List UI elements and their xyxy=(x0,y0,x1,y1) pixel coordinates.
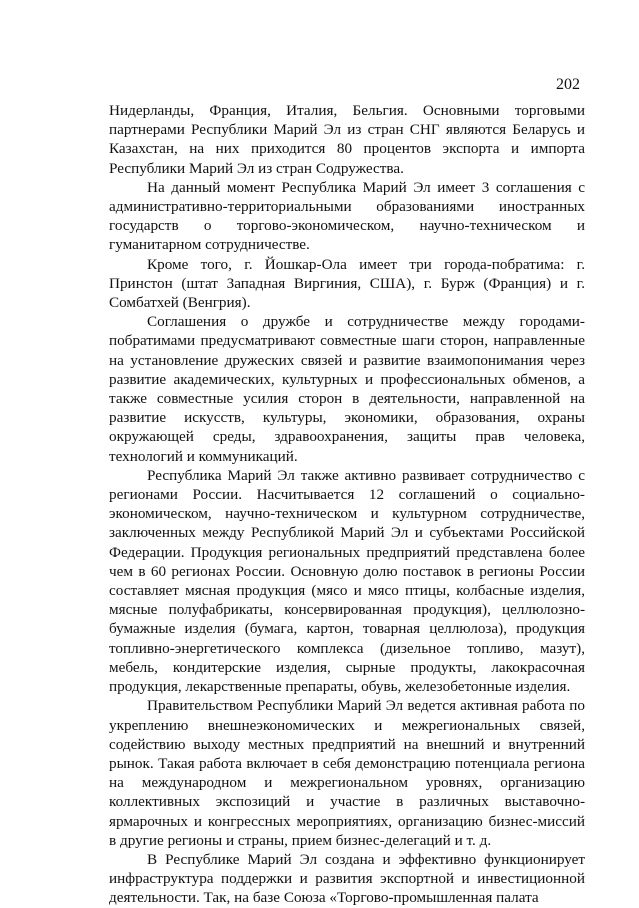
paragraph-6: Правительством Республики Марий Эл ведется активная работа по укреплению внешнеэкономических и межрегиональных связей, содействию выходу местных предприятий на внешний и внутренний рынок. Такая работа включает в себя демонстрацию потенциала региона на международном и межрегиональном уровнях, организацию коллективных экспозиций и участие в различных выставочно-ярмарочных и конгрессных мероприятиях, организацию бизнес-миссий в другие регионы и страны, прием бизнес-делегаций и т. д. xyxy=(109,697,585,849)
paragraph-1: Нидерланды, Франция, Италия, Бельгия. Основными торговыми партнерами Республики Марий Эл из стран СНГ являются Беларусь и Казахстан, на них приходится 80 процентов экспорта и импорта Республики Марий Эл из стран Содружества. xyxy=(109,102,585,177)
paragraph-2: На данный момент Республика Марий Эл имеет 3 соглашения с административно-территориальными образованиями иностранных государств о торгово-экономическом, научно-техническом и гуманитарном сотрудничестве. xyxy=(109,178,585,254)
paragraph-7: В Республике Марий Эл создана и эффективно функционирует инфраструктура поддержки и развития экспортной и инвестиционной деятельности. Так, на базе Союза «Торгово-промышленная палата xyxy=(109,850,585,907)
paragraph-3: Кроме того, г. Йошкар-Ола имеет три города-побратима: г. Принстон (штат Западная Виргиния, США), г. Бурж (Франция) и г. Сомбатхей (Венгрия). xyxy=(109,255,585,312)
paragraph-4: Соглашения о дружбе и сотрудничестве между городами-побратимами предусматривают совместные шаги сторон, направленные на установление дружеских связей и развитие взаимопонимания через развитие академических, культурных и профессиональных обменов, а также совместные усилия сторон в деятельности, направленной на развитие искусств, культуры, экономики, образования, охраны окружающей среды, здравоохранения, защиты прав человека, технологий и коммуникаций. xyxy=(109,313,585,465)
page-number: 202 xyxy=(556,76,580,93)
body-text xyxy=(109,101,585,908)
paragraph-5: Республика Марий Эл также активно развивает сотрудничество с регионами России. Насчитывается 12 соглашений о социально-экономическом, научно-техническом и культурном сотрудничестве, заключенных между Республикой Марий Эл и субъектами Российской Федерации. Продукция региональных предприятий представлена более чем в 60 регионах России. Основную долю поставок в регионы России составляет мясная продукция (мясо и мясо птицы, колбасные изделия, мясные полуфабрикаты, консервированная продукция), целлюлозно-бумажные изделия (бумага, картон, товарная целлюлоза), продукция топливно-энергетического комплекса (дизельное топливо, мазут), мебель, кондитерские изделия, сырные продукты, лакокрасочная продукция, лекарственные препараты, обувь, железобетонные изделия. xyxy=(109,466,585,696)
